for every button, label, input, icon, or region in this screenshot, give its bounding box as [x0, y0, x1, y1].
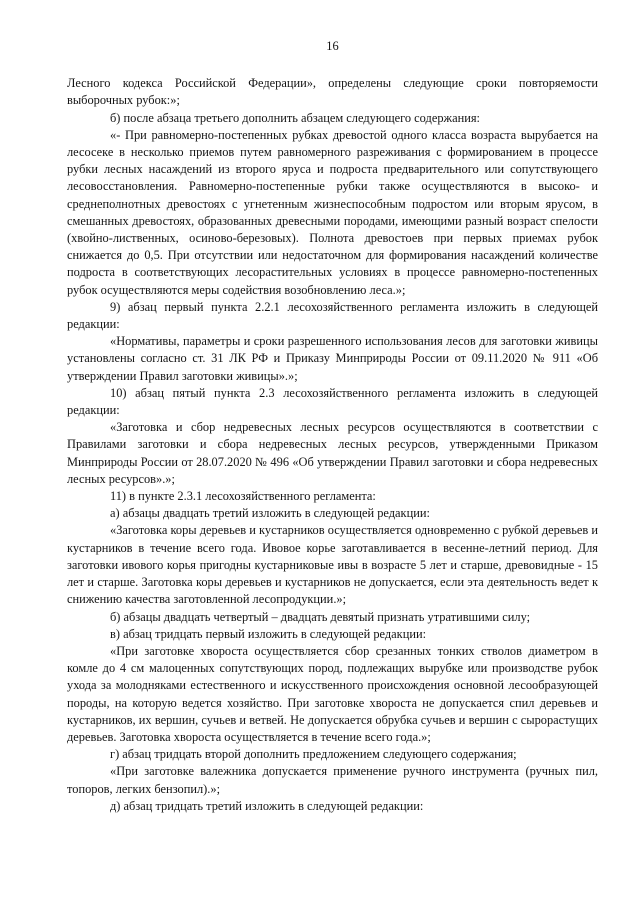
- paragraph: «При заготовке хвороста осуществляется сбор срезанных тонких стволов диаметром в комле до 4 см малоценных сопутствующих пород, подлежащих вырубке или производстве рубок ухода за молодняками естественного и искусственного происхождения основной лесообразующей породы, на которую ведется хозяйство. При заготовке хвороста не допускается спил деревьев и кустарников, их вершин, сучьев и ветвей. Не допускается обрубка сучьев и вершин с сырорастущих деревьев. Заготовка хвороста осуществляется в течение всего года.»;: [67, 643, 598, 744]
- paragraph: Лесного кодекса Российской Федерации», определены следующие сроки повторяемости выборочных рубок:»;: [67, 76, 598, 108]
- paragraph: б) после абзаца третьего дополнить абзацем следующего содержания:: [110, 110, 480, 125]
- paragraph: г) абзац тридцать второй дополнить предложением следующего содержания;: [110, 747, 517, 762]
- page-number: 16: [326, 39, 339, 53]
- paragraph: «Заготовка коры деревьев и кустарников осуществляется одновременно с рубкой деревьев и кустарников в течение всего года. Ивовое корье заготавливается в весенне-летний период. Для заготовки ивового корья пригодны кустарниковые ивы в возрасте 5 лет и старше, древовидные - 15 лет и старше. Заготовка коры деревьев и кустарников не допускается, если эта деятельность ведет к снижению качества заготовленной лесопродукции.»;: [67, 523, 598, 607]
- paragraph: «- При равномерно-постепенных рубках древостой одного класса возраста вырубается на лесосеке в несколько приемов путем равномерного разреживания с формированием в процессе рубки лесных насаждений из второго яруса и подроста предварительного или сопутствующего лесовосстановления. Равномерно-постепенные рубки также осуществляются в высоко- и среднеполнотных древостоях с угнетенным жизнеспособным подростом или вторым ярусом, в смешанных древостоях, образованных древесными породами, имеющими разный возраст спелости (хвойно-лиственных, осиново-березовых). Полнота древостоев при первых приемах рубок снижается до 0,5. При отсутствии или недостаточном для формирования насаждений количестве подроста в соответствующих лесорастительных условиях в процессе равномерно-постепенных рубок осуществляются меры содействия возобновлению леса.»;: [67, 127, 598, 297]
- paragraph: 9) абзац первый пункта 2.2.1 лесохозяйственного регламента изложить в следующей редакции:: [67, 299, 598, 332]
- paragraph: 10) абзац пятый пункта 2.3 лесохозяйственного регламента изложить в следующей редакции:: [67, 385, 598, 418]
- paragraph: 11) в пункте 2.3.1 лесохозяйственного регламента:: [110, 489, 376, 504]
- paragraph: «При заготовке валежника допускается применение ручного инструмента (ручных пил, топоров, легких бензопил).»;: [67, 764, 598, 796]
- paragraph: «Заготовка и сбор недревесных лесных ресурсов осуществляются в соответствии с Правилами заготовки и сбора недревесных лесных ресурсов, утвержденными Приказом Минприроды России от 28.07.2020 № 496 «Об утверждении Правил заготовки и сбора недревесных лесных ресурсов».»;: [67, 420, 598, 486]
- paragraph: б) абзацы двадцать четвертый – двадцать девятый признать утратившими силу;: [110, 609, 531, 624]
- paragraph: в) абзац тридцать первый изложить в следующей редакции:: [110, 626, 427, 641]
- paragraph: а) абзацы двадцать третий изложить в следующей редакции:: [110, 506, 430, 521]
- paragraph: «Нормативы, параметры и сроки разрешенного использования лесов для заготовки живицы установлены согласно ст. 31 ЛК РФ и Приказу Минприроды России от 09.11.2020 № 911 «Об утверждении Правил заготовки живицы».»;: [67, 334, 598, 383]
- paragraph: д) абзац тридцать третий изложить в следующей редакции:: [110, 798, 424, 813]
- document-body: [67, 75, 598, 815]
